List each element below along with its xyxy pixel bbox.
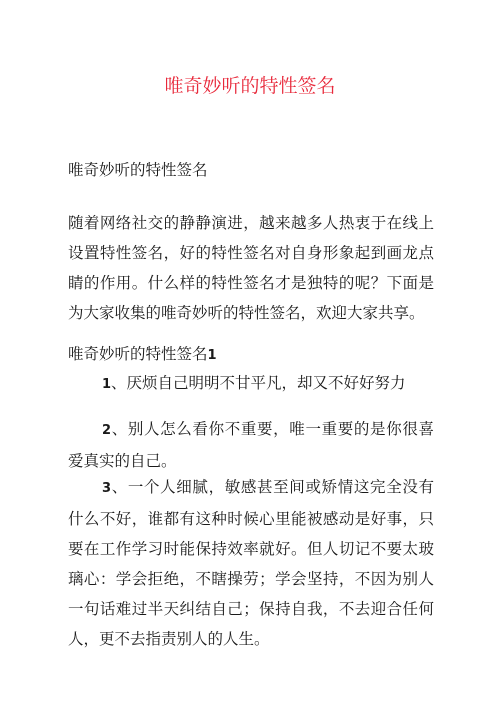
section-heading-number: 1 [207,348,217,363]
list-item-text: 、厌烦自己明明不甘平凡，却又不好好努力 [111,374,406,392]
list-item [68,414,434,476]
list-item-text: 、一个人细腻，敏感甚至间或矫情这完全没有什么不好，谁都有这种时候心里能被感动是好事，只要在工作学习时能保持效率就好。但人切记不要太玻璃心：学会拒绝，不瞎操劳；学会坚持，不因为别人一句话难过半天纠结自己；保持自我，不去迎合任何人，更不去指责别人的人生。 [68,478,434,648]
list-item-number: 1 [102,377,112,392]
list-item [68,472,434,654]
list-item [68,368,434,400]
list-item-number: 3 [102,481,112,496]
list-item-number: 2 [102,423,112,438]
intro-paragraph: 随着网络社交的静静演进，越来越多人热衷于在线上设置特性签名，好的特性签名对自身形象起到画龙点睛的作用。什么样的特性签名才是独特的呢？下面是为大家收集的唯奇妙听的特性签名，欢迎大家共享。 [68,214,434,322]
document-subheading: 唯奇妙听的特性签名 [68,161,208,179]
list-item-text: 、别人怎么看你不重要，唯一重要的是你很喜爱真实的自己。 [68,420,434,470]
section-heading-text: 唯奇妙听的特性签名 [68,345,208,363]
document-title: 唯奇妙听的特性签名 [164,75,336,97]
section-heading [68,342,217,368]
